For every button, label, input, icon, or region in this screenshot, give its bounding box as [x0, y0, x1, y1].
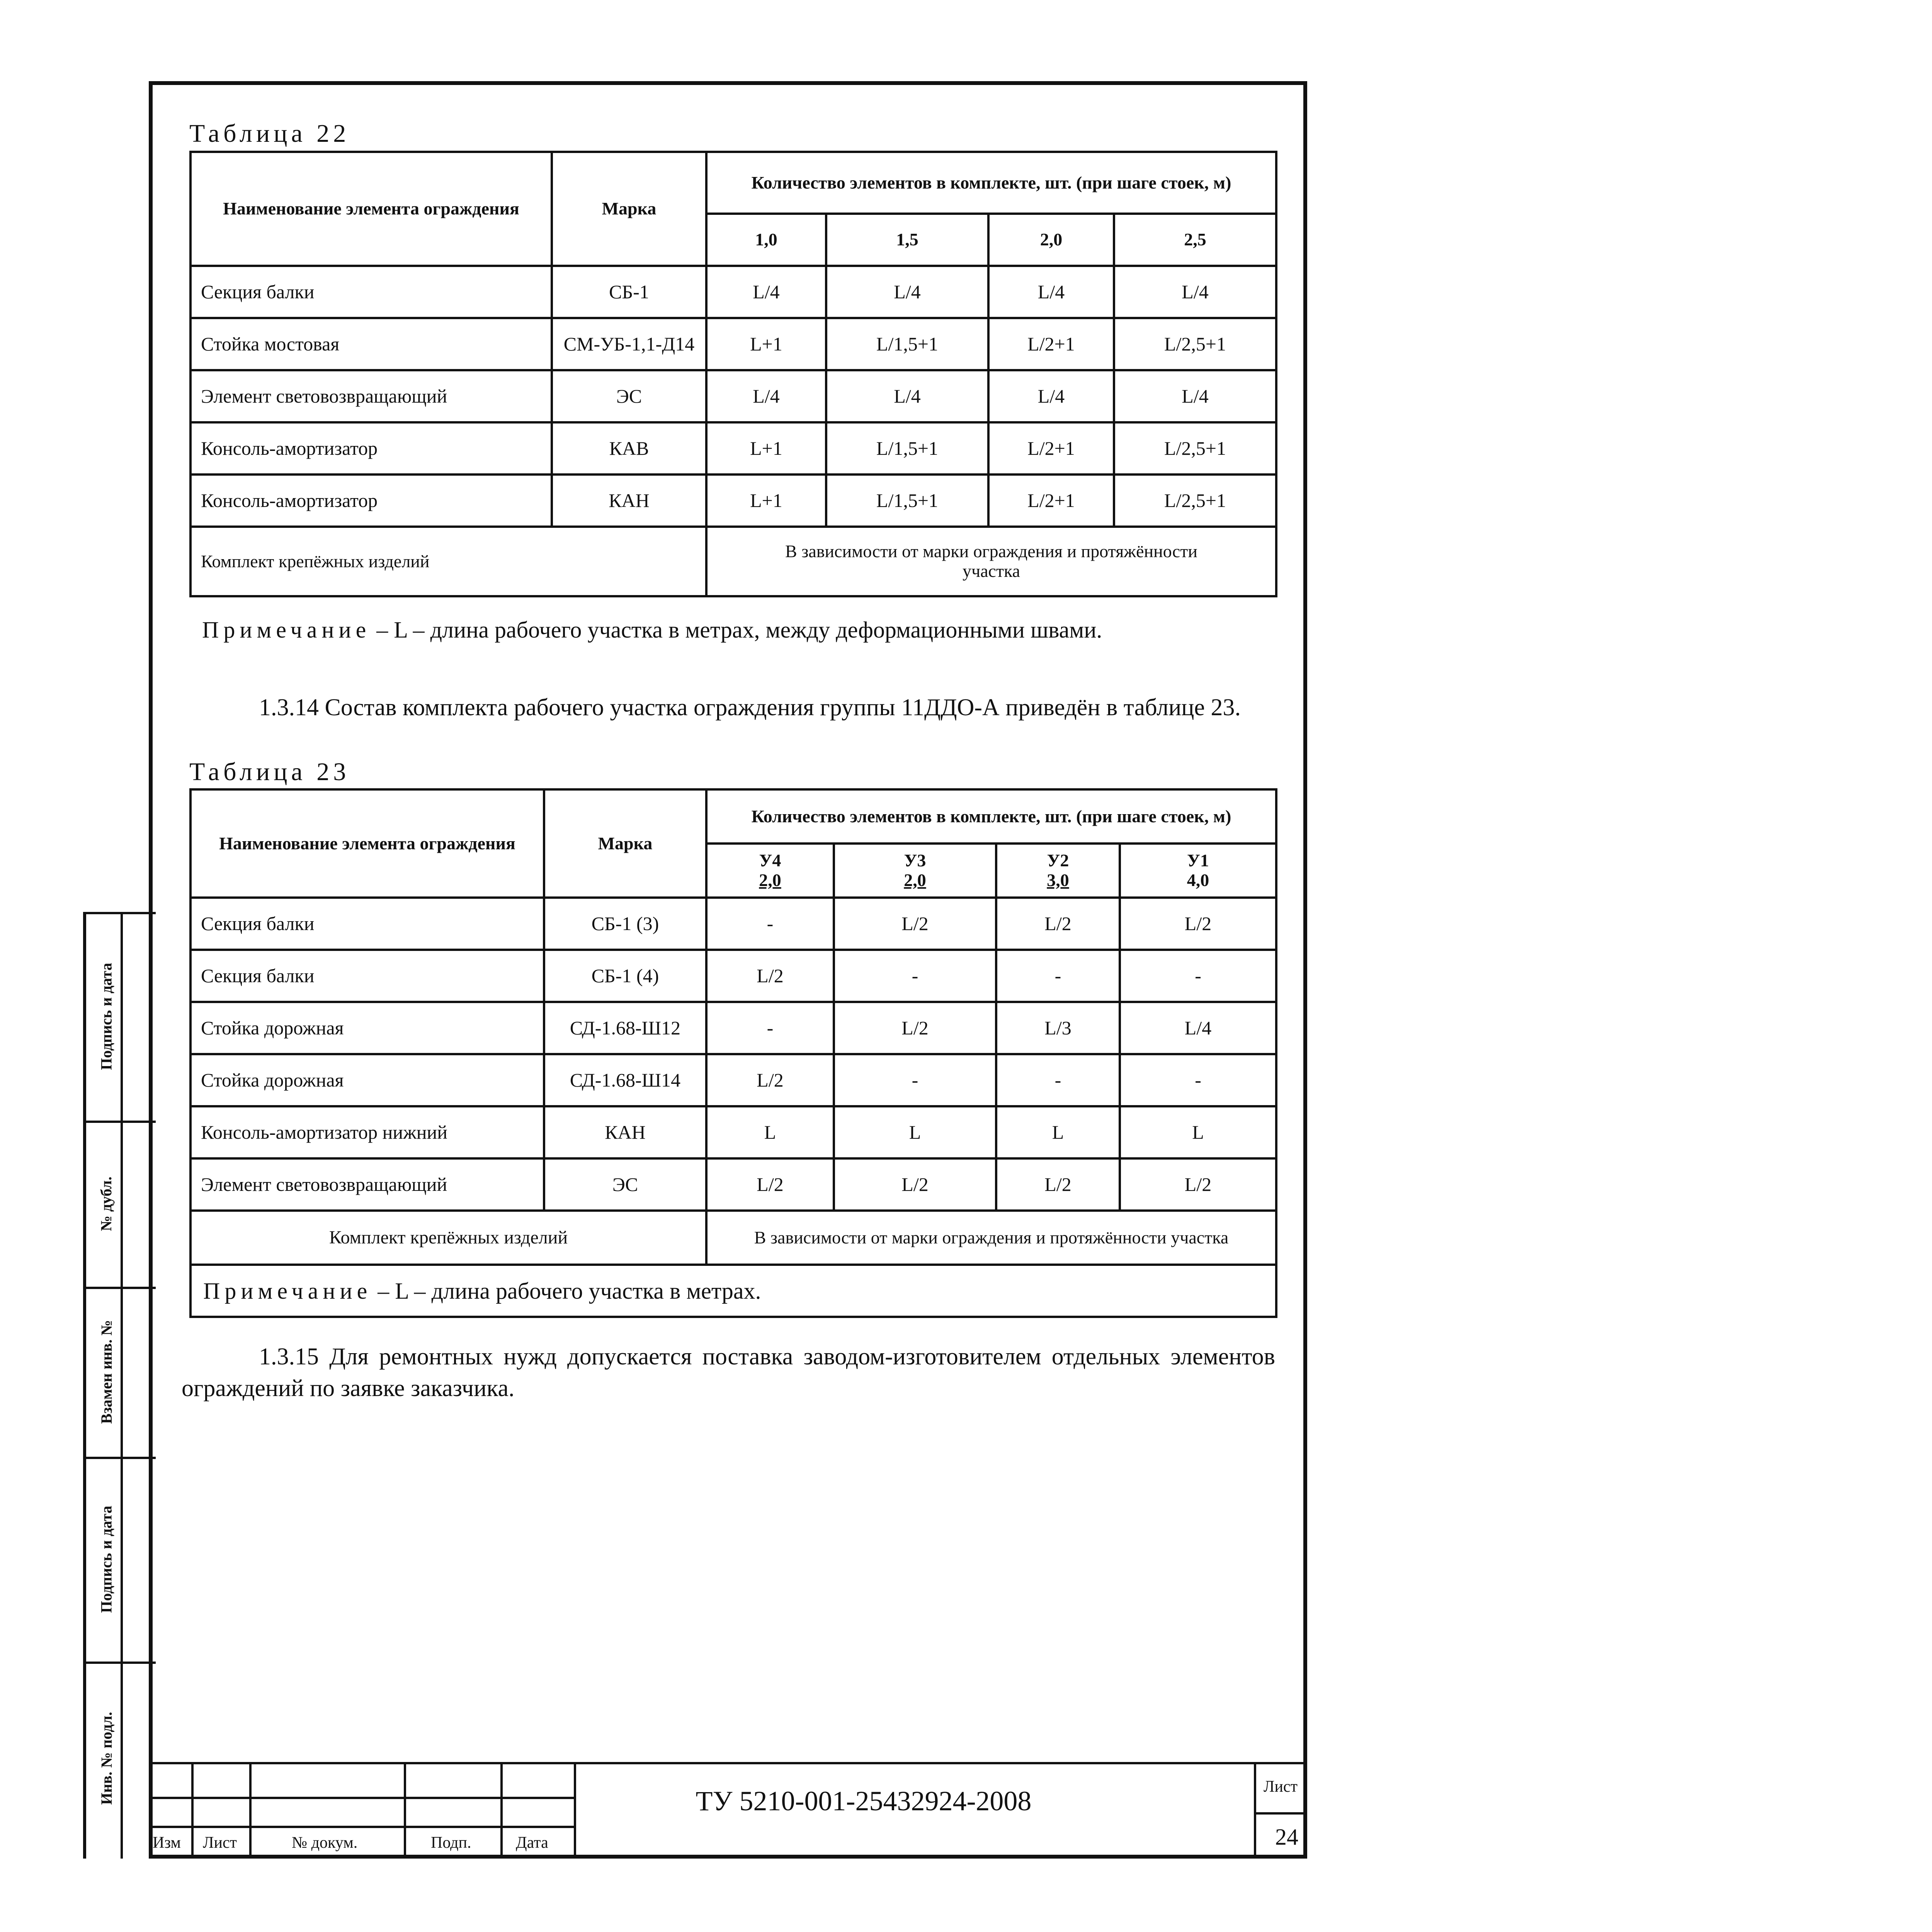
cell-name: Элемент световозвращающий — [190, 370, 552, 422]
cell-value: L/2,5+1 — [1114, 318, 1276, 370]
tb-col: Подп. — [431, 1834, 471, 1852]
cell-mark: СБ-1 (4) — [544, 950, 706, 1002]
tb-col: Лист — [203, 1834, 237, 1852]
tb-col: № докум. — [292, 1834, 358, 1852]
t23-head-name: Наименование элемента ограждения — [190, 789, 544, 898]
side-strip — [83, 912, 153, 1859]
cell-value: L/2 — [1120, 898, 1276, 950]
cell-value: В зависимости от марки ограждения и протяжённости участка — [706, 527, 1276, 596]
group-step: 4,0 — [1187, 870, 1209, 890]
cell-name: Консоль-амортизатор — [190, 474, 552, 527]
cell-value: L — [834, 1106, 996, 1158]
cell-value: L/1,5+1 — [826, 318, 988, 370]
table-row — [190, 370, 1276, 422]
cell-name: Элемент световозвращающий — [190, 1158, 544, 1211]
t23-group — [706, 844, 834, 898]
cell-value: L/3 — [996, 1002, 1120, 1054]
table-row — [190, 1211, 1276, 1265]
cell-mark: СМ-УБ-1,1-Д14 — [552, 318, 706, 370]
note-text: – L – длина рабочего участка в метрах. — [372, 1278, 761, 1304]
cell-name: Стойка дорожная — [190, 1002, 544, 1054]
cell-value: L — [1120, 1106, 1276, 1158]
cell-value: L/2,5+1 — [1114, 422, 1276, 474]
cell-value: - — [706, 898, 834, 950]
cell-value: L/4 — [826, 266, 988, 318]
cell-value: L/2 — [996, 898, 1120, 950]
table-row — [190, 318, 1276, 370]
cell-value: L/4 — [706, 266, 826, 318]
table23-caption: Таблица 23 — [189, 758, 350, 786]
cell-name: Секция балки — [190, 950, 544, 1002]
cell-value: - — [706, 1002, 834, 1054]
table23 — [189, 788, 1277, 1318]
note-label: Примечание — [203, 1278, 372, 1304]
tb-col: Изм — [153, 1834, 181, 1852]
cell-mark: ЭС — [544, 1158, 706, 1211]
cell-value: В зависимости от марки ограждения и протяжённости участка — [706, 1211, 1276, 1265]
cell-mark: СД-1.68-Ш14 — [544, 1054, 706, 1106]
table-row — [190, 527, 1276, 596]
cell-value: L/4 — [1120, 1002, 1276, 1054]
table-row — [190, 950, 1276, 1002]
cell-value: - — [996, 950, 1120, 1002]
cell-name: Секция балки — [190, 898, 544, 950]
cell-mark: КАВ — [552, 422, 706, 474]
cell-value: L — [996, 1106, 1120, 1158]
t23-group — [1120, 844, 1276, 898]
paragraph: 1.3.15 Для ремонтных нужд допускается поставка заводом-изготовителем отдельных элементов ограждений по заявке заказчика. — [182, 1344, 1275, 1402]
table-note — [190, 596, 1276, 662]
t22-step: 1,0 — [706, 214, 826, 266]
strip-label: № дубл. — [97, 1176, 115, 1231]
cell-mark: КАН — [544, 1106, 706, 1158]
cell-value: - — [996, 1054, 1120, 1106]
cell-name: Стойка мостовая — [190, 318, 552, 370]
cell-value: L/1,5+1 — [826, 474, 988, 527]
cell-value: L/2 — [706, 1158, 834, 1211]
cell-value: - — [1120, 1054, 1276, 1106]
t22-head-qty: Количество элементов в комплекте, шт. (при шаге стоек, м) — [706, 152, 1276, 214]
cell-value: L — [706, 1106, 834, 1158]
cell-name: Секция балки — [190, 266, 552, 318]
group-level: У2 — [1047, 850, 1069, 871]
table-row — [190, 1054, 1276, 1106]
table-row — [190, 1158, 1276, 1211]
cell-mark: КАН — [552, 474, 706, 527]
t23-head-qty: Количество элементов в комплекте, шт. (при шаге стоек, м) — [706, 789, 1276, 844]
cell-value: L+1 — [706, 474, 826, 527]
cell-value: L/2 — [834, 1002, 996, 1054]
cell-value: L/2 — [706, 950, 834, 1002]
strip-label: Инв. № подл. — [97, 1711, 115, 1805]
t22-step: 2,0 — [988, 214, 1114, 266]
table-row — [190, 1002, 1276, 1054]
cell-value: - — [834, 1054, 996, 1106]
cell-value: L/2 — [834, 898, 996, 950]
cell-mark: ЭС — [552, 370, 706, 422]
cell-value: L/4 — [826, 370, 988, 422]
table-note — [190, 1265, 1276, 1317]
sheet-label: Лист — [1264, 1778, 1298, 1796]
t22-head-name: Наименование элемента ограждения — [190, 152, 552, 266]
cell-mark: СД-1.68-Ш12 — [544, 1002, 706, 1054]
cell-name: Комплект крепёжных изделий — [190, 1211, 706, 1265]
table-row — [190, 422, 1276, 474]
group-step: 2,0 — [904, 870, 926, 890]
cell-value: L/2 — [996, 1158, 1120, 1211]
t22-step: 1,5 — [826, 214, 988, 266]
table-row — [190, 898, 1276, 950]
cell-value: L/2+1 — [988, 474, 1114, 527]
cell-value: L/2 — [1120, 1158, 1276, 1211]
title-block — [149, 1762, 1307, 1859]
cell-value: - — [1120, 950, 1276, 1002]
cell-mark: СБ-1 (3) — [544, 898, 706, 950]
cell-value: L/2 — [706, 1054, 834, 1106]
tb-col: Дата — [516, 1834, 548, 1852]
group-level: У4 — [759, 850, 781, 871]
cell-mark: СБ-1 — [552, 266, 706, 318]
table22 — [189, 151, 1277, 662]
t22-step: 2,5 — [1114, 214, 1276, 266]
t23-group — [996, 844, 1120, 898]
sheet-number: 24 — [1275, 1824, 1298, 1850]
cell-value: L/4 — [1114, 266, 1276, 318]
cell-name: Консоль-амортизатор — [190, 422, 552, 474]
cell-value: L/1,5+1 — [826, 422, 988, 474]
cell-value: L/2,5+1 — [1114, 474, 1276, 527]
cell-value: L/4 — [706, 370, 826, 422]
table-note-row — [190, 596, 1276, 662]
strip-label: Взамен инв. № — [97, 1320, 115, 1424]
group-step: 3,0 — [1047, 870, 1069, 890]
cell-value: L+1 — [706, 422, 826, 474]
table-note-row — [190, 1265, 1276, 1317]
document-number: ТУ 5210-001-25432924-2008 — [696, 1786, 1032, 1816]
strip-label: Подпись и дата — [97, 963, 115, 1070]
cell-name: Стойка дорожная — [190, 1054, 544, 1106]
table-row — [190, 266, 1276, 318]
cell-name: Консоль-амортизатор нижний — [190, 1106, 544, 1158]
table-row — [190, 1106, 1276, 1158]
strip-label: Подпись и дата — [97, 1505, 115, 1613]
note-label: Примечание — [202, 617, 371, 643]
table-row — [190, 474, 1276, 527]
t23-head-mark: Марка — [544, 789, 706, 898]
cell-name: Комплект крепёжных изделий — [190, 527, 706, 596]
group-level: У3 — [904, 850, 926, 871]
t23-group — [834, 844, 996, 898]
cell-value: L/4 — [988, 266, 1114, 318]
group-level: У1 — [1187, 850, 1209, 871]
cell-value: L+1 — [706, 318, 826, 370]
cell-value: L/4 — [988, 370, 1114, 422]
group-step: 2,0 — [759, 870, 781, 890]
cell-value: L/2+1 — [988, 422, 1114, 474]
cell-value: L/4 — [1114, 370, 1276, 422]
note-text: – L – длина рабочего участка в метрах, между деформационными швами. — [371, 617, 1102, 643]
cell-value: L/2 — [834, 1158, 996, 1211]
paragraph: 1.3.14 Состав комплекта рабочего участка ограждения группы 11ДДО-А приведён в таблице 23. — [259, 694, 1241, 721]
cell-value: - — [834, 950, 996, 1002]
cell-value: L/2+1 — [988, 318, 1114, 370]
t22-head-mark: Марка — [552, 152, 706, 266]
table22-caption: Таблица 22 — [189, 119, 350, 148]
